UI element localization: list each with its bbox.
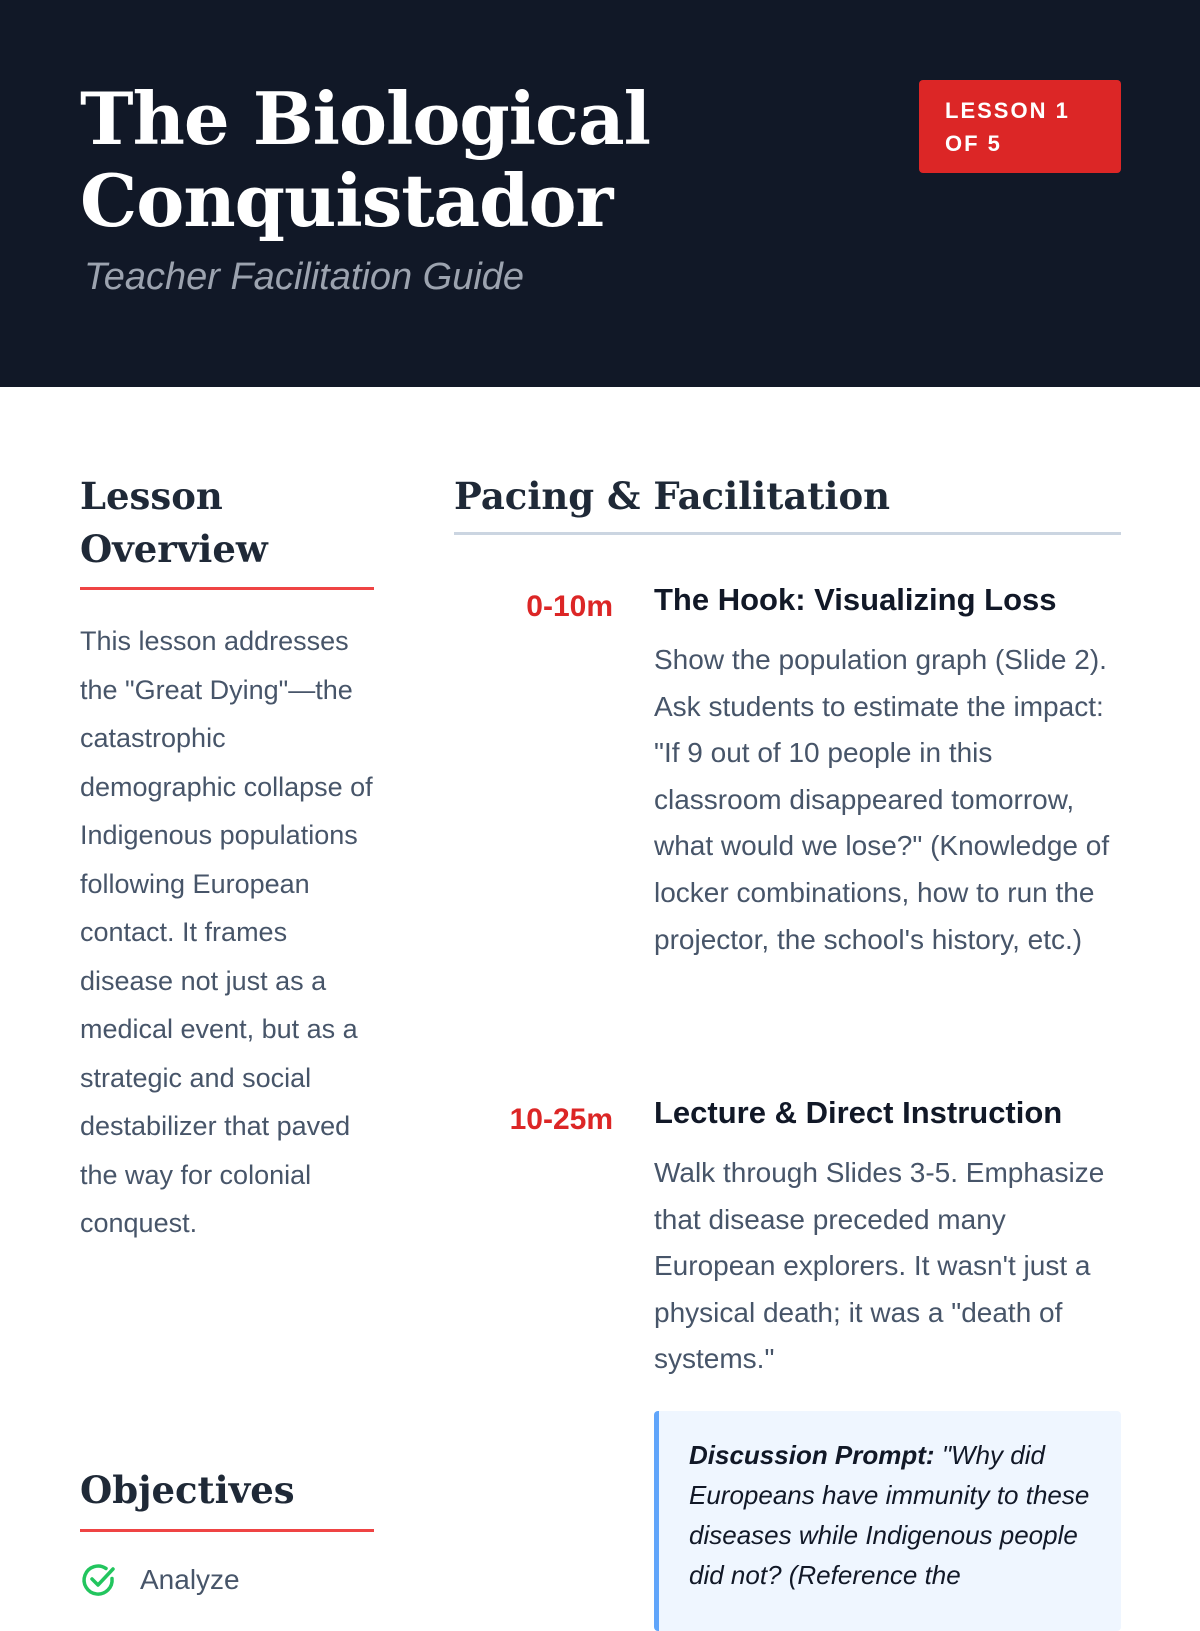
discussion-prompt-callout bbox=[654, 1411, 1121, 1631]
objectives-title: Objectives bbox=[80, 1468, 295, 1512]
lesson-overview-title bbox=[80, 470, 380, 576]
lesson-badge-line-1: LESSON 1 bbox=[945, 98, 1070, 123]
lesson-badge-line-2: OF 5 bbox=[945, 131, 1002, 156]
lesson-badge bbox=[919, 80, 1121, 173]
lesson-overview-text: This lesson addresses the "Great Dying"—the catastrophic demographic collapse of Indigenous populations following European contact. It frames disease not just as a medical event, but as a strategic and social destabilizer that paved the way for colonial conquest. bbox=[80, 626, 373, 1238]
overview-divider bbox=[80, 587, 374, 590]
page-title-line-2: Conquistador bbox=[80, 158, 613, 243]
pacing-title: Pacing & Facilitation bbox=[454, 474, 891, 518]
pacing-heading-1: The Hook: Visualizing Loss bbox=[654, 582, 1057, 617]
page-title bbox=[80, 78, 650, 242]
pacing-body-1: Show the population graph (Slide 2). Ask students to estimate the impact: "If 9 out of 10 people in this classroom disappeared tomorrow, what would we lose?" (Knowledge of locker combinations, how to run the projector, the school's history, etc.) bbox=[654, 644, 1110, 955]
check-circle-icon bbox=[80, 1561, 118, 1599]
objective-item bbox=[80, 1561, 240, 1599]
objective-label: Analyze bbox=[140, 1564, 240, 1595]
pacing-body-2: Walk through Slides 3-5. Emphasize that disease preceded many European explorers. It wasn't just a physical death; it was a "death of systems." bbox=[654, 1157, 1105, 1375]
page-header bbox=[0, 0, 1200, 387]
pacing-divider bbox=[454, 532, 1121, 535]
objectives-divider bbox=[80, 1529, 374, 1532]
pacing-time-2: 10-25m bbox=[509, 1103, 613, 1136]
lesson-overview-title-line-1: Lesson bbox=[80, 474, 223, 518]
lesson-overview-title-line-2: Overview bbox=[80, 527, 268, 571]
pacing-heading-2: Lecture & Direct Instruction bbox=[654, 1095, 1063, 1130]
page-subtitle: Teacher Facilitation Guide bbox=[84, 256, 525, 298]
discussion-prompt-text: "Why did Europeans have immunity to these diseases while Indigenous people did not? (Reference the bbox=[689, 1440, 1090, 1590]
discussion-prompt-label: Discussion Prompt: bbox=[689, 1440, 935, 1470]
pacing-time-1: 0-10m bbox=[526, 590, 613, 623]
page-title-line-1: The Biological bbox=[80, 76, 650, 161]
